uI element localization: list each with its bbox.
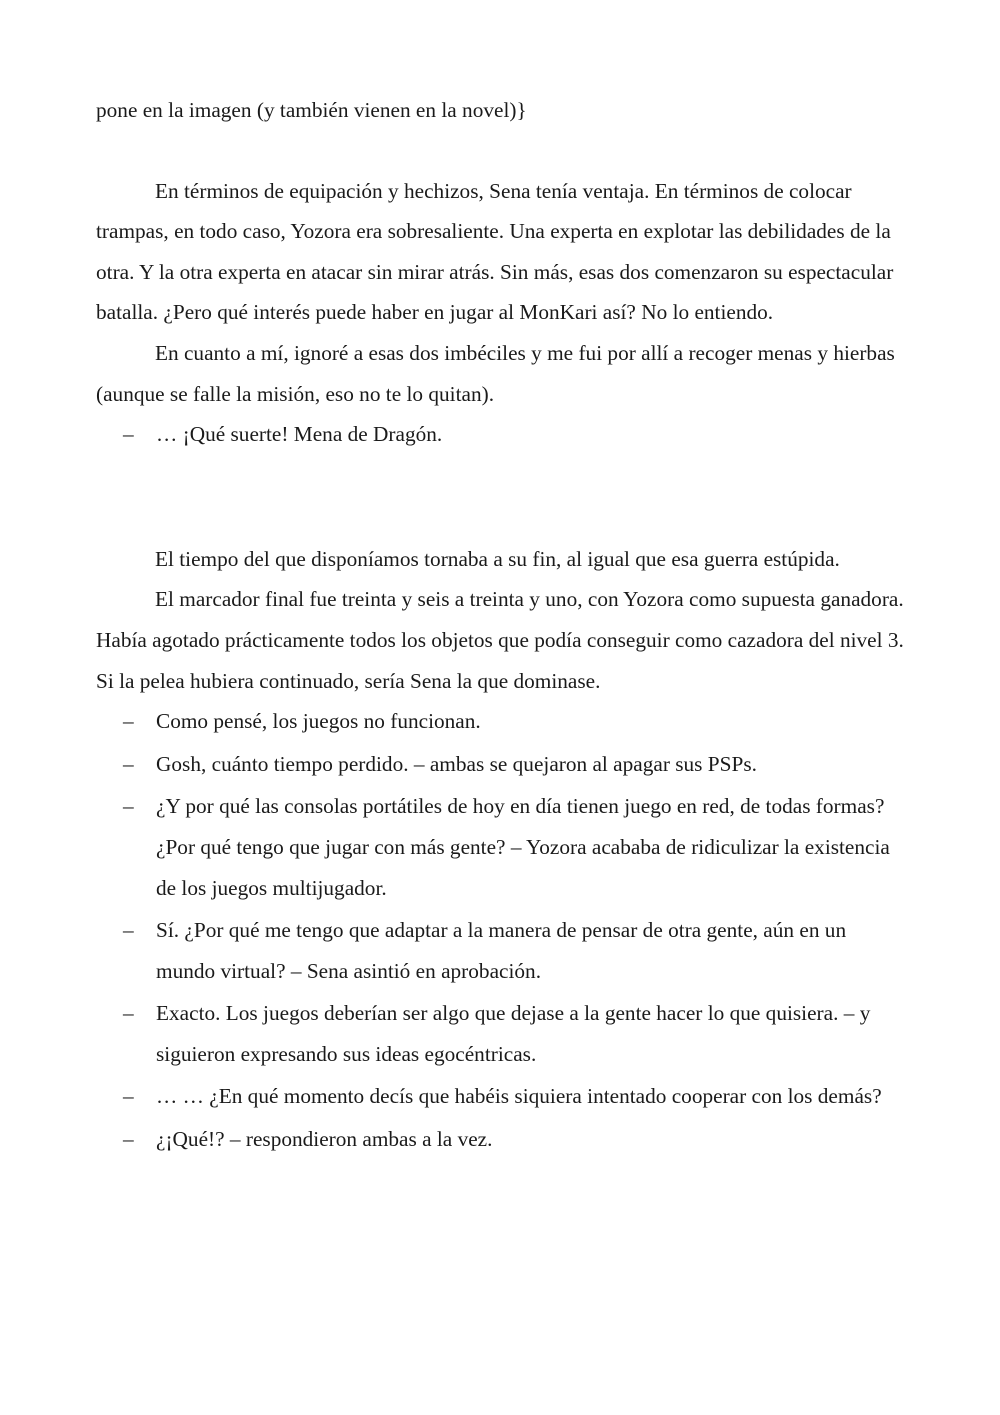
- dialogue-dash: –: [123, 918, 134, 943]
- paragraph: El marcador final fue treinta y seis a treinta y uno, con Yozora como supuesta ganadora. Había agotado prácticamente todos los objetos que podía conseguir como cazadora del nivel 3. Si la pelea hubiera continuado, sería Sena la que dominase.: [96, 587, 904, 693]
- dialogue-dash: –: [123, 1001, 134, 1026]
- dialogue-dash: –: [123, 1127, 134, 1152]
- dialogue-text: ¿¡Qué!? – respondieron ambas a la vez.: [156, 1127, 493, 1152]
- dialogue-dash: –: [123, 1084, 134, 1109]
- paragraph: En cuanto a mí, ignoré a esas dos imbéciles y me fui por allí a recoger menas y hierbas (aunque se falle la misión, eso no te lo quitan).: [96, 340, 895, 406]
- dialogue-line: [96, 744, 906, 785]
- continuation-line: pone en la imagen (y también vienen en la novel)}: [96, 98, 527, 122]
- dialogue-line: [96, 1119, 906, 1160]
- dialogue-line: [96, 414, 906, 455]
- dialogue-line: [96, 910, 906, 991]
- dialogue-text: Sí. ¿Por qué me tengo que adaptar a la manera de pensar de otra gente, aún en un mundo virtual? – Sena asintió en aprobación.: [156, 918, 847, 983]
- dialogue-dash: –: [123, 794, 134, 819]
- dialogue-line: [96, 993, 906, 1074]
- paragraph: El tiempo del que disponíamos tornaba a su fin, al igual que esa guerra estúpida.: [155, 546, 840, 571]
- dialogue-dash: –: [123, 751, 134, 776]
- dialogue-text: … ¡Qué suerte! Mena de Dragón.: [156, 422, 443, 447]
- dialogue-line: [96, 786, 906, 908]
- dialogue-text: … … ¿En qué momento decís que habéis siquiera intentado cooperar con los demás?: [156, 1084, 882, 1109]
- dialogue-dash: –: [123, 422, 134, 447]
- dialogue-text: Como pensé, los juegos no funcionan.: [156, 709, 481, 734]
- dialogue-text: Exacto. Los juegos deberían ser algo que dejase a la gente hacer lo que quisiera. – y siguieron expresando sus ideas egocéntricas.: [156, 1001, 871, 1066]
- paragraph-spacer: [96, 131, 906, 171]
- document-body: [96, 90, 906, 1162]
- dialogue-dash: –: [123, 709, 134, 734]
- dialogue-text: Gosh, cuánto tiempo perdido. – ambas se quejaron al apagar sus PSPs.: [156, 751, 757, 776]
- dialogue-line: [96, 701, 906, 742]
- dialogue-line: [96, 1076, 906, 1117]
- section-spacer: [96, 457, 906, 539]
- dialogue-text: ¿Y por qué las consolas portátiles de hoy en día tienen juego en red, de todas formas? ¿Por qué tengo que jugar con más gente? – Yozora acababa de ridiculizar la existencia de los juegos multijugador.: [156, 794, 890, 900]
- paragraph: En términos de equipación y hechizos, Sena tenía ventaja. En términos de colocar trampas, en todo caso, Yozora era sobresaliente. Una experta en explotar las debilidades de la otra. Y la otra experta en atacar sin mirar atrás. Sin más, esas dos comenzaron su espectacular batalla. ¿Pero qué interés puede haber en jugar al MonKari así? No lo entiendo.: [96, 178, 894, 325]
